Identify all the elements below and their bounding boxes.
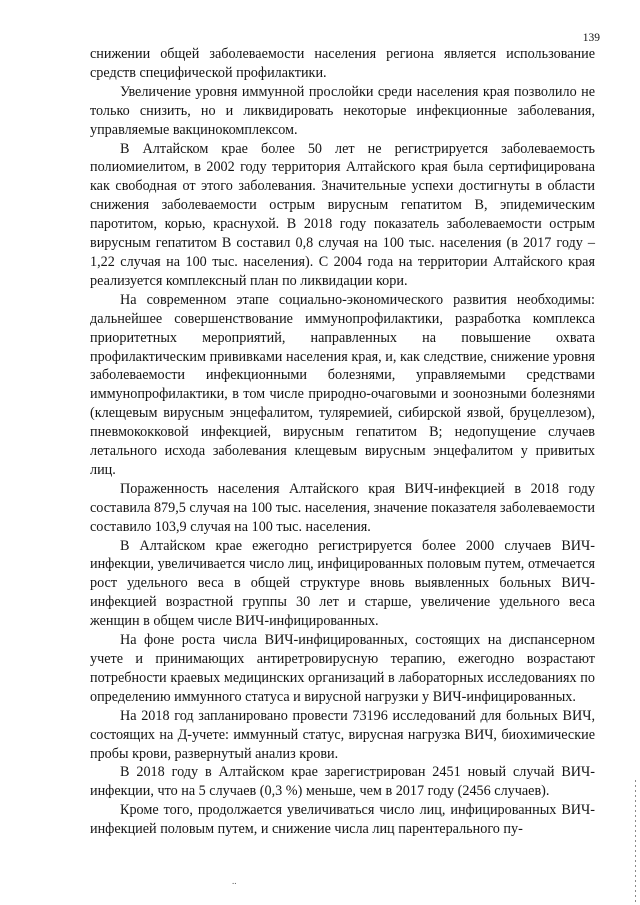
paragraph-9: В 2018 году в Алтайском крае зарегистрирован 2451 новый случай ВИЧ-инфекции, что на 5 случаев (0,3 %) меньше, чем в 2017 году (2456 случаев). bbox=[90, 764, 595, 800]
paragraph-5: Пораженность населения Алтайского края ВИЧ-инфекцией в 2018 году составила 879,5 случая на 100 тыс. населения, значение показателя заболеваемости составило 103,9 случая на 100 тыс. населения. bbox=[90, 480, 595, 535]
scan-edge-line bbox=[635, 780, 636, 905]
paragraph-3: В Алтайском крае более 50 лет не регистрируется заболеваемость полиомиелитом, в 2002 году территория Алтайского края была сертифицирована как свободная от этого заболевания. Значительные успехи достигнуты в области снижения заболеваемости острым вирусным гепатитом В, эпидемическим паротитом, корью, краснухой. В 2018 году показатель заболеваемости острым вирусным гепатитом В составил 0,8 случая на 100 тыс. населения (в 2017 году – 1,22 случая на 100 тыс. населения). С 2004 года на территории Алтайского края реализуется комплексный план по ликвидации кори. bbox=[90, 140, 595, 289]
paragraph-6: В Алтайском крае ежегодно регистрируется более 2000 случаев ВИЧ-инфекции, увеличивается число лиц, инфицированных половым путем, отмечается рост удельного веса в общей структуре вновь выявленных больных ВИЧ-инфекцией возрастной группы 30 лет и старше, увеличение удельного веса женщин в общем числе ВИЧ-инфицированных. bbox=[90, 537, 595, 630]
paragraph-1: снижении общей заболеваемости населения региона является использование средств специфической профилактики. bbox=[90, 46, 595, 81]
paragraph-4: На современном этапе социально-экономического развития необходимы: дальнейшее совершенствование иммунопрофилактики, разработка комплекса приоритетных мероприятий, направленных на повышение охвата профилактическим прививками населения края, и, как следствие, снижение уровня заболеваемости инфекционными болезнями, управляемыми средствами иммунопрофилактики, в том числе природно-очаговыми и зоонозными болезнями (клещевым вирусным энцефалитом, туляремией, сибирской язвой, бруцеллезом), пневмококковой инфекцией, вирусным гепатитом В; недопущение случаев летального исхода заболевания клещевым вирусным энцефалитом у привитых лиц. bbox=[90, 291, 595, 478]
paragraph-8: На 2018 год запланировано провести 73196 исследований для больных ВИЧ, состоящих на Д-учете: иммунный статус, вирусная нагрузка ВИЧ, биохимические пробы крови, развернутый анализ крови. bbox=[90, 707, 595, 762]
paragraph-7: На фоне роста числа ВИЧ-инфицированных, состоящих на диспансерном учете и принимающих антиретровирусную терапию, ежегодно возрастают потребности краевых медицинских организаций в лабораторных исследованиях по определению иммунного статуса и вирусной нагрузки у ВИЧ-инфицированных. bbox=[90, 632, 595, 705]
paragraph-2: Увеличение уровня иммунной прослойки среди населения края позволило не только снизить, но и ликвидировать некоторые инфекционные заболевания, управляемые вакцинокомплексом. bbox=[90, 83, 595, 138]
body-text bbox=[90, 45, 595, 839]
paragraph-10: Кроме того, продолжается увеличиваться число лиц, инфицированных ВИЧ-инфекцией половым путем, и снижение числа лиц парентерального пу- bbox=[90, 802, 595, 838]
footer-mark: .. bbox=[232, 876, 237, 886]
page-number: 139 bbox=[582, 32, 600, 44]
